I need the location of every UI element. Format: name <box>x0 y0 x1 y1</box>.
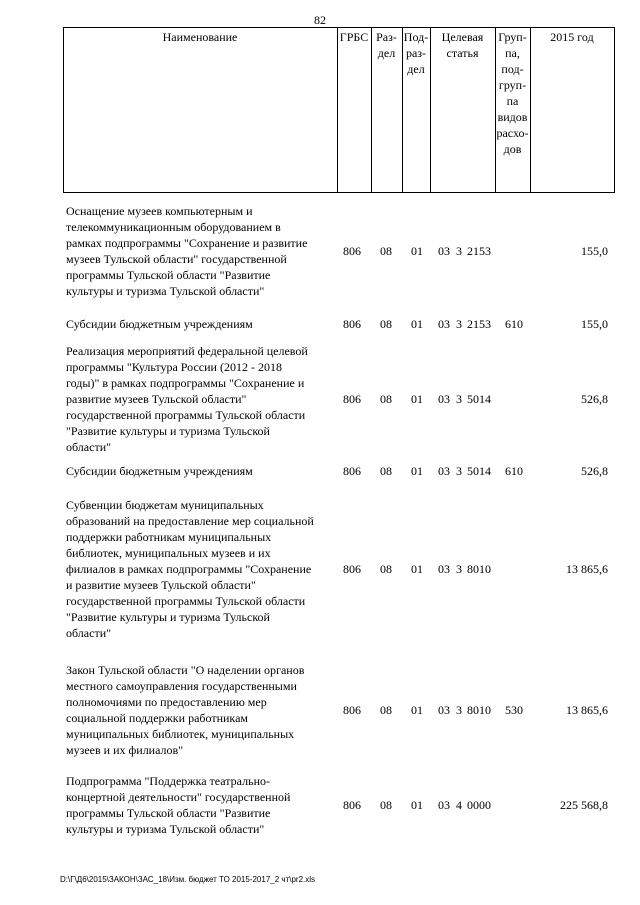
expense-type-value: 610 <box>505 464 523 478</box>
row-name-line: библиотек, муниципальных музеев и их <box>66 546 271 560</box>
row-name-line: "Развитие культуры и туризма Тульской <box>66 610 270 624</box>
amount-value: 526,8 <box>581 392 608 406</box>
header-razdel <box>371 29 402 61</box>
razdel-value: 08 <box>380 562 392 576</box>
target-item-code: 8010 <box>467 562 491 576</box>
row-name-line: государственной программы Тульской области <box>66 408 306 422</box>
header-gruppa-line: дов <box>503 142 522 156</box>
header-gruppa-line: па, <box>505 46 520 60</box>
page-number: 82 <box>314 13 326 27</box>
row-name-line: муниципальных библиотек, муниципальных <box>66 727 295 741</box>
amount-value: 155,0 <box>581 244 608 258</box>
header-podrazdel-line: дел <box>407 62 425 76</box>
target-item-subprogram: 3 <box>456 244 462 258</box>
row-name-line: государственной программы Тульской области <box>66 594 306 608</box>
header-celevaya-line: Целевая <box>441 30 484 44</box>
row-name-line: образований на предоставление мер социальной <box>66 514 314 528</box>
grbs-value: 806 <box>343 464 361 478</box>
grbs-value: 806 <box>343 317 361 331</box>
target-item-subprogram: 3 <box>456 392 462 406</box>
table-header <box>63 27 615 193</box>
target-item-subprogram: 4 <box>456 798 462 812</box>
header-divider <box>337 27 338 193</box>
row-name-line: Подпрограмма "Поддержка театрально- <box>66 774 270 788</box>
row-name-line: филиалов в рамках подпрограммы "Сохранение <box>66 562 312 576</box>
row-name-line: социальной поддержки работникам <box>66 711 248 725</box>
target-item-program: 03 <box>438 562 450 576</box>
row-name-line: "Развитие культуры и туризма Тульской <box>66 424 270 438</box>
target-item-program: 03 <box>438 703 450 717</box>
grbs-value: 806 <box>343 703 361 717</box>
target-item-subprogram: 3 <box>456 562 462 576</box>
row-name-line: годы)" в рамках подпрограммы "Сохранение и <box>66 376 305 390</box>
razdel-value: 08 <box>380 798 392 812</box>
podrazdel-value: 01 <box>411 317 423 331</box>
amount-value: 13 865,6 <box>566 703 608 717</box>
razdel-value: 08 <box>380 464 392 478</box>
target-item-program: 03 <box>438 464 450 478</box>
row-name-line: области" <box>66 440 112 454</box>
header-bottom-border <box>63 192 615 193</box>
header-name: Наименование <box>162 30 238 44</box>
podrazdel-value: 01 <box>411 392 423 406</box>
row-name-line: поддержки работникам муниципальных <box>66 530 272 544</box>
header-podrazdel-line: раз- <box>405 46 427 60</box>
razdel-value: 08 <box>380 244 392 258</box>
row-name-line: концертной деятельности" государственной <box>66 790 291 804</box>
row-name-line: культуры и туризма Тульской области" <box>66 822 265 836</box>
header-podrazdel <box>402 29 430 77</box>
header-razdel-line: дел <box>377 46 396 60</box>
header-razdel-line: Раз- <box>376 30 397 44</box>
header-gruppa <box>495 29 530 157</box>
row-name-line: Субсидии бюджетным учреждениям <box>66 317 253 331</box>
header-gruppa-line: Груп- <box>498 30 527 44</box>
row-name-line: культуры и туризма Тульской области" <box>66 284 265 298</box>
header-top-border <box>63 27 615 28</box>
target-item-subprogram: 3 <box>456 703 462 717</box>
header-divider <box>614 27 615 193</box>
row-name <box>66 497 336 641</box>
row-name-line: Реализация мероприятий федеральной целевой <box>66 344 308 358</box>
podrazdel-value: 01 <box>411 464 423 478</box>
target-item-program: 03 <box>438 798 450 812</box>
file-path-footer: D:\Г\Д6\2015\ЗАКОН\ЗАС_18\Изм. бюджет ТО 2015-2017_2 чт\pr2.xls <box>60 875 316 884</box>
row-name-line: рамках подпрограммы "Сохранение и развитие <box>66 236 308 250</box>
row-name <box>66 773 336 837</box>
row-name-line: музеев Тульской области" государственной <box>66 252 287 266</box>
row-name-line: программы Тульской области "Развитие <box>66 268 271 282</box>
target-item-code: 2153 <box>467 244 491 258</box>
target-item-program: 03 <box>438 244 450 258</box>
grbs-value: 806 <box>343 392 361 406</box>
podrazdel-value: 01 <box>411 798 423 812</box>
podrazdel-value: 01 <box>411 703 423 717</box>
header-celevaya <box>430 29 495 61</box>
amount-value: 155,0 <box>581 317 608 331</box>
header-gruppa-line: па <box>506 94 519 108</box>
header-gruppa-line: груп- <box>498 78 527 92</box>
header-celevaya-line: статья <box>446 46 479 60</box>
expense-type-value: 530 <box>505 703 523 717</box>
row-name-line: области" <box>66 626 112 640</box>
row-name <box>66 203 336 299</box>
row-name <box>66 316 336 332</box>
target-item-code: 5014 <box>467 464 491 478</box>
target-item-code: 2153 <box>467 317 491 331</box>
row-name-line: и развитие музеев Тульской области" <box>66 578 256 592</box>
razdel-value: 08 <box>380 317 392 331</box>
row-name-line: музеев и их филиалов" <box>66 743 184 757</box>
row-name-line: Субсидии бюджетным учреждениям <box>66 464 253 478</box>
amount-value: 225 568,8 <box>560 798 608 812</box>
grbs-value: 806 <box>343 244 361 258</box>
row-name <box>66 343 336 455</box>
row-name-line: местного самоуправления государственными <box>66 679 297 693</box>
amount-value: 526,8 <box>581 464 608 478</box>
row-name <box>66 463 336 479</box>
target-item-program: 03 <box>438 317 450 331</box>
podrazdel-value: 01 <box>411 244 423 258</box>
row-name-line: программы "Культура России (2012 - 2018 <box>66 360 282 374</box>
row-name-line: программы Тульской области "Развитие <box>66 806 271 820</box>
header-podrazdel-line: Под- <box>403 30 429 44</box>
target-item-subprogram: 3 <box>456 317 462 331</box>
target-item-subprogram: 3 <box>456 464 462 478</box>
header-divider <box>63 27 64 193</box>
razdel-value: 08 <box>380 392 392 406</box>
header-gruppa-line: под- <box>501 62 524 76</box>
row-name-line: Оснащение музеев компьютерным и <box>66 204 253 218</box>
header-grbs: ГРБС <box>339 30 369 44</box>
header-year: 2015 год <box>550 30 594 44</box>
razdel-value: 08 <box>380 703 392 717</box>
header-gruppa-line: видов <box>497 110 528 124</box>
amount-value: 13 865,6 <box>566 562 608 576</box>
grbs-value: 806 <box>343 798 361 812</box>
expense-type-value: 610 <box>505 317 523 331</box>
row-name-line: развитие музеев Тульской области" <box>66 392 247 406</box>
grbs-value: 806 <box>343 562 361 576</box>
row-name-line: Субвенции бюджетам муниципальных <box>66 498 264 512</box>
row-name-line: Закон Тульской области "О наделении органов <box>66 663 305 677</box>
target-item-code: 0000 <box>467 798 491 812</box>
target-item-code: 5014 <box>467 392 491 406</box>
target-item-code: 8010 <box>467 703 491 717</box>
target-item-program: 03 <box>438 392 450 406</box>
header-divider <box>530 27 531 193</box>
podrazdel-value: 01 <box>411 562 423 576</box>
header-gruppa-line: расхо- <box>496 126 529 140</box>
row-name-line: телекоммуникационным оборудованием в <box>66 220 281 234</box>
row-name-line: полномочиями по предоставлению мер <box>66 695 267 709</box>
row-name <box>66 662 336 758</box>
